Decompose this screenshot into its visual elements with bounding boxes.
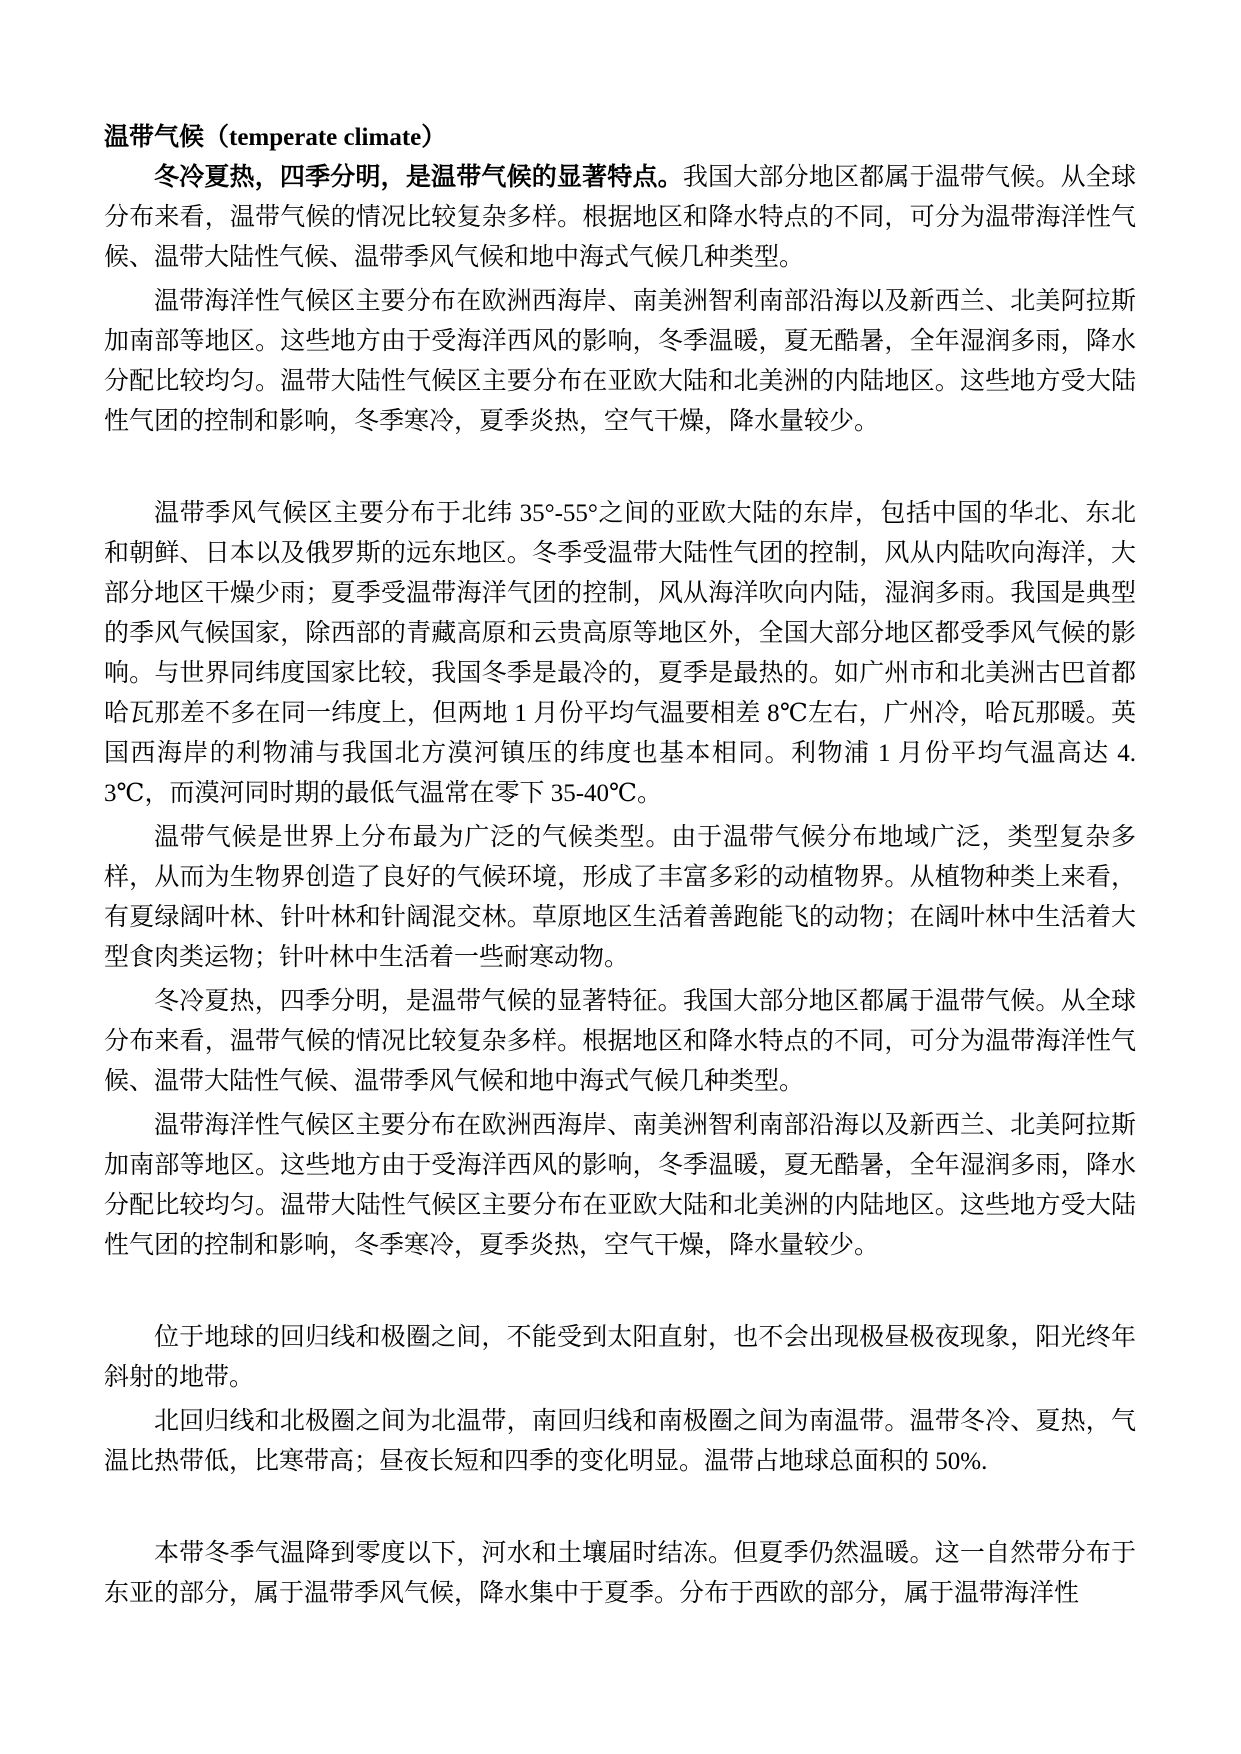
document-body — [104, 158, 1136, 1614]
paragraph: 本带冬季气温降到零度以下，河水和土壤届时结冻。但夏季仍然温暖。这一自然带分布于东亚的部分，属于温带季风气候，降水集中于夏季。分布于西欧的部分，属于温带海洋性 — [104, 1540, 1136, 1607]
paragraph: 温带季风气候区主要分布于北纬 35°-55°之间的亚欧大陆的东岸，包括中国的华北、东北和朝鲜、日本以及俄罗斯的远东地区。冬季受温带大陆性气团的控制，风从内陆吹向海洋，大部分地区干燥少雨；夏季受温带海洋气团的控制，风从海洋吹向内陆，湿润多雨。我国是典型的季风气候国家，除西部的青藏高原和云贵高原等地区外，全国大部分地区都受季风气候的影响。与世界同纬度国家比较，我国冬季是最冷的，夏季是最热的。如广州市和北美洲古巴首都哈瓦那差不多在同一纬度上，但两地 1 月份平均气温要相差 8℃左右，广州冷，哈瓦那暖。英国西海岸的利物浦与我国北方漠河镇压的纬度也基本相同。利物浦 1 月份平均气温高达 4.3℃，而漠河同时期的最低气温常在零下 35-40℃。 — [104, 500, 1136, 807]
paragraph-bold-lead: 冬冷夏热，四季分明，是温带气候的显著特点。 — [154, 164, 683, 191]
paragraph: 冬冷夏热，四季分明，是温带气候的显著特点。我国大部分地区都属于温带气候。从全球分布来看，温带气候的情况比较复杂多样。根据地区和降水特点的不同，可分为温带海洋性气候、温带大陆性气候、温带季风气候和地中海式气候几种类型。 — [104, 164, 1136, 271]
paragraph-spacer — [104, 1270, 1136, 1318]
paragraph: 温带气候是世界上分布最为广泛的气候类型。由于温带气候分布地域广泛，类型复杂多样，从而为生物界创造了良好的气候环境，形成了丰富多彩的动植物界。从植物种类上来看，有夏绿阔叶林、针叶林和针阔混交林。草原地区生活着善跑能飞的动物；在阔叶林中生活着大型食肉类运物；针叶林中生活着一些耐寒动物。 — [104, 824, 1136, 971]
paragraph: 温带海洋性气候区主要分布在欧洲西海岸、南美洲智利南部沿海以及新西兰、北美阿拉斯加南部等地区。这些地方由于受海洋西风的影响，冬季温暖，夏无酷暑，全年湿润多雨，降水分配比较均匀。温带大陆性气候区主要分布在亚欧大陆和北美洲的内陆地区。这些地方受大陆性气团的控制和影响，冬季寒冷，夏季炎热，空气干燥，降水量较少。 — [104, 288, 1136, 435]
paragraph: 温带海洋性气候区主要分布在欧洲西海岸、南美洲智利南部沿海以及新西兰、北美阿拉斯加南部等地区。这些地方由于受海洋西风的影响，冬季温暖，夏无酷暑，全年湿润多雨，降水分配比较均匀。温带大陆性气候区主要分布在亚欧大陆和北美洲的内陆地区。这些地方受大陆性气团的控制和影响，冬季寒冷，夏季炎热，空气干燥，降水量较少。 — [104, 1112, 1136, 1259]
paragraph: 北回归线和北极圈之间为北温带，南回归线和南极圈之间为南温带。温带冬冷、夏热，气温比热带低，比寒带高；昼夜长短和四季的变化明显。温带占地球总面积的 50%. — [104, 1408, 1136, 1475]
paragraph-spacer — [104, 1486, 1136, 1534]
paragraph-spacer — [104, 446, 1136, 494]
document-title: 温带气候（temperate climate） — [104, 124, 447, 151]
paragraph: 冬冷夏热，四季分明，是温带气候的显著特征。我国大部分地区都属于温带气候。从全球分布来看，温带气候的情况比较复杂多样。根据地区和降水特点的不同，可分为温带海洋性气候、温带大陆性气候、温带季风气候和地中海式气候几种类型。 — [104, 988, 1136, 1095]
paragraph: 位于地球的回归线和极圈之间，不能受到太阳直射，也不会出现极昼极夜现象，阳光终年斜射的地带。 — [104, 1324, 1136, 1391]
